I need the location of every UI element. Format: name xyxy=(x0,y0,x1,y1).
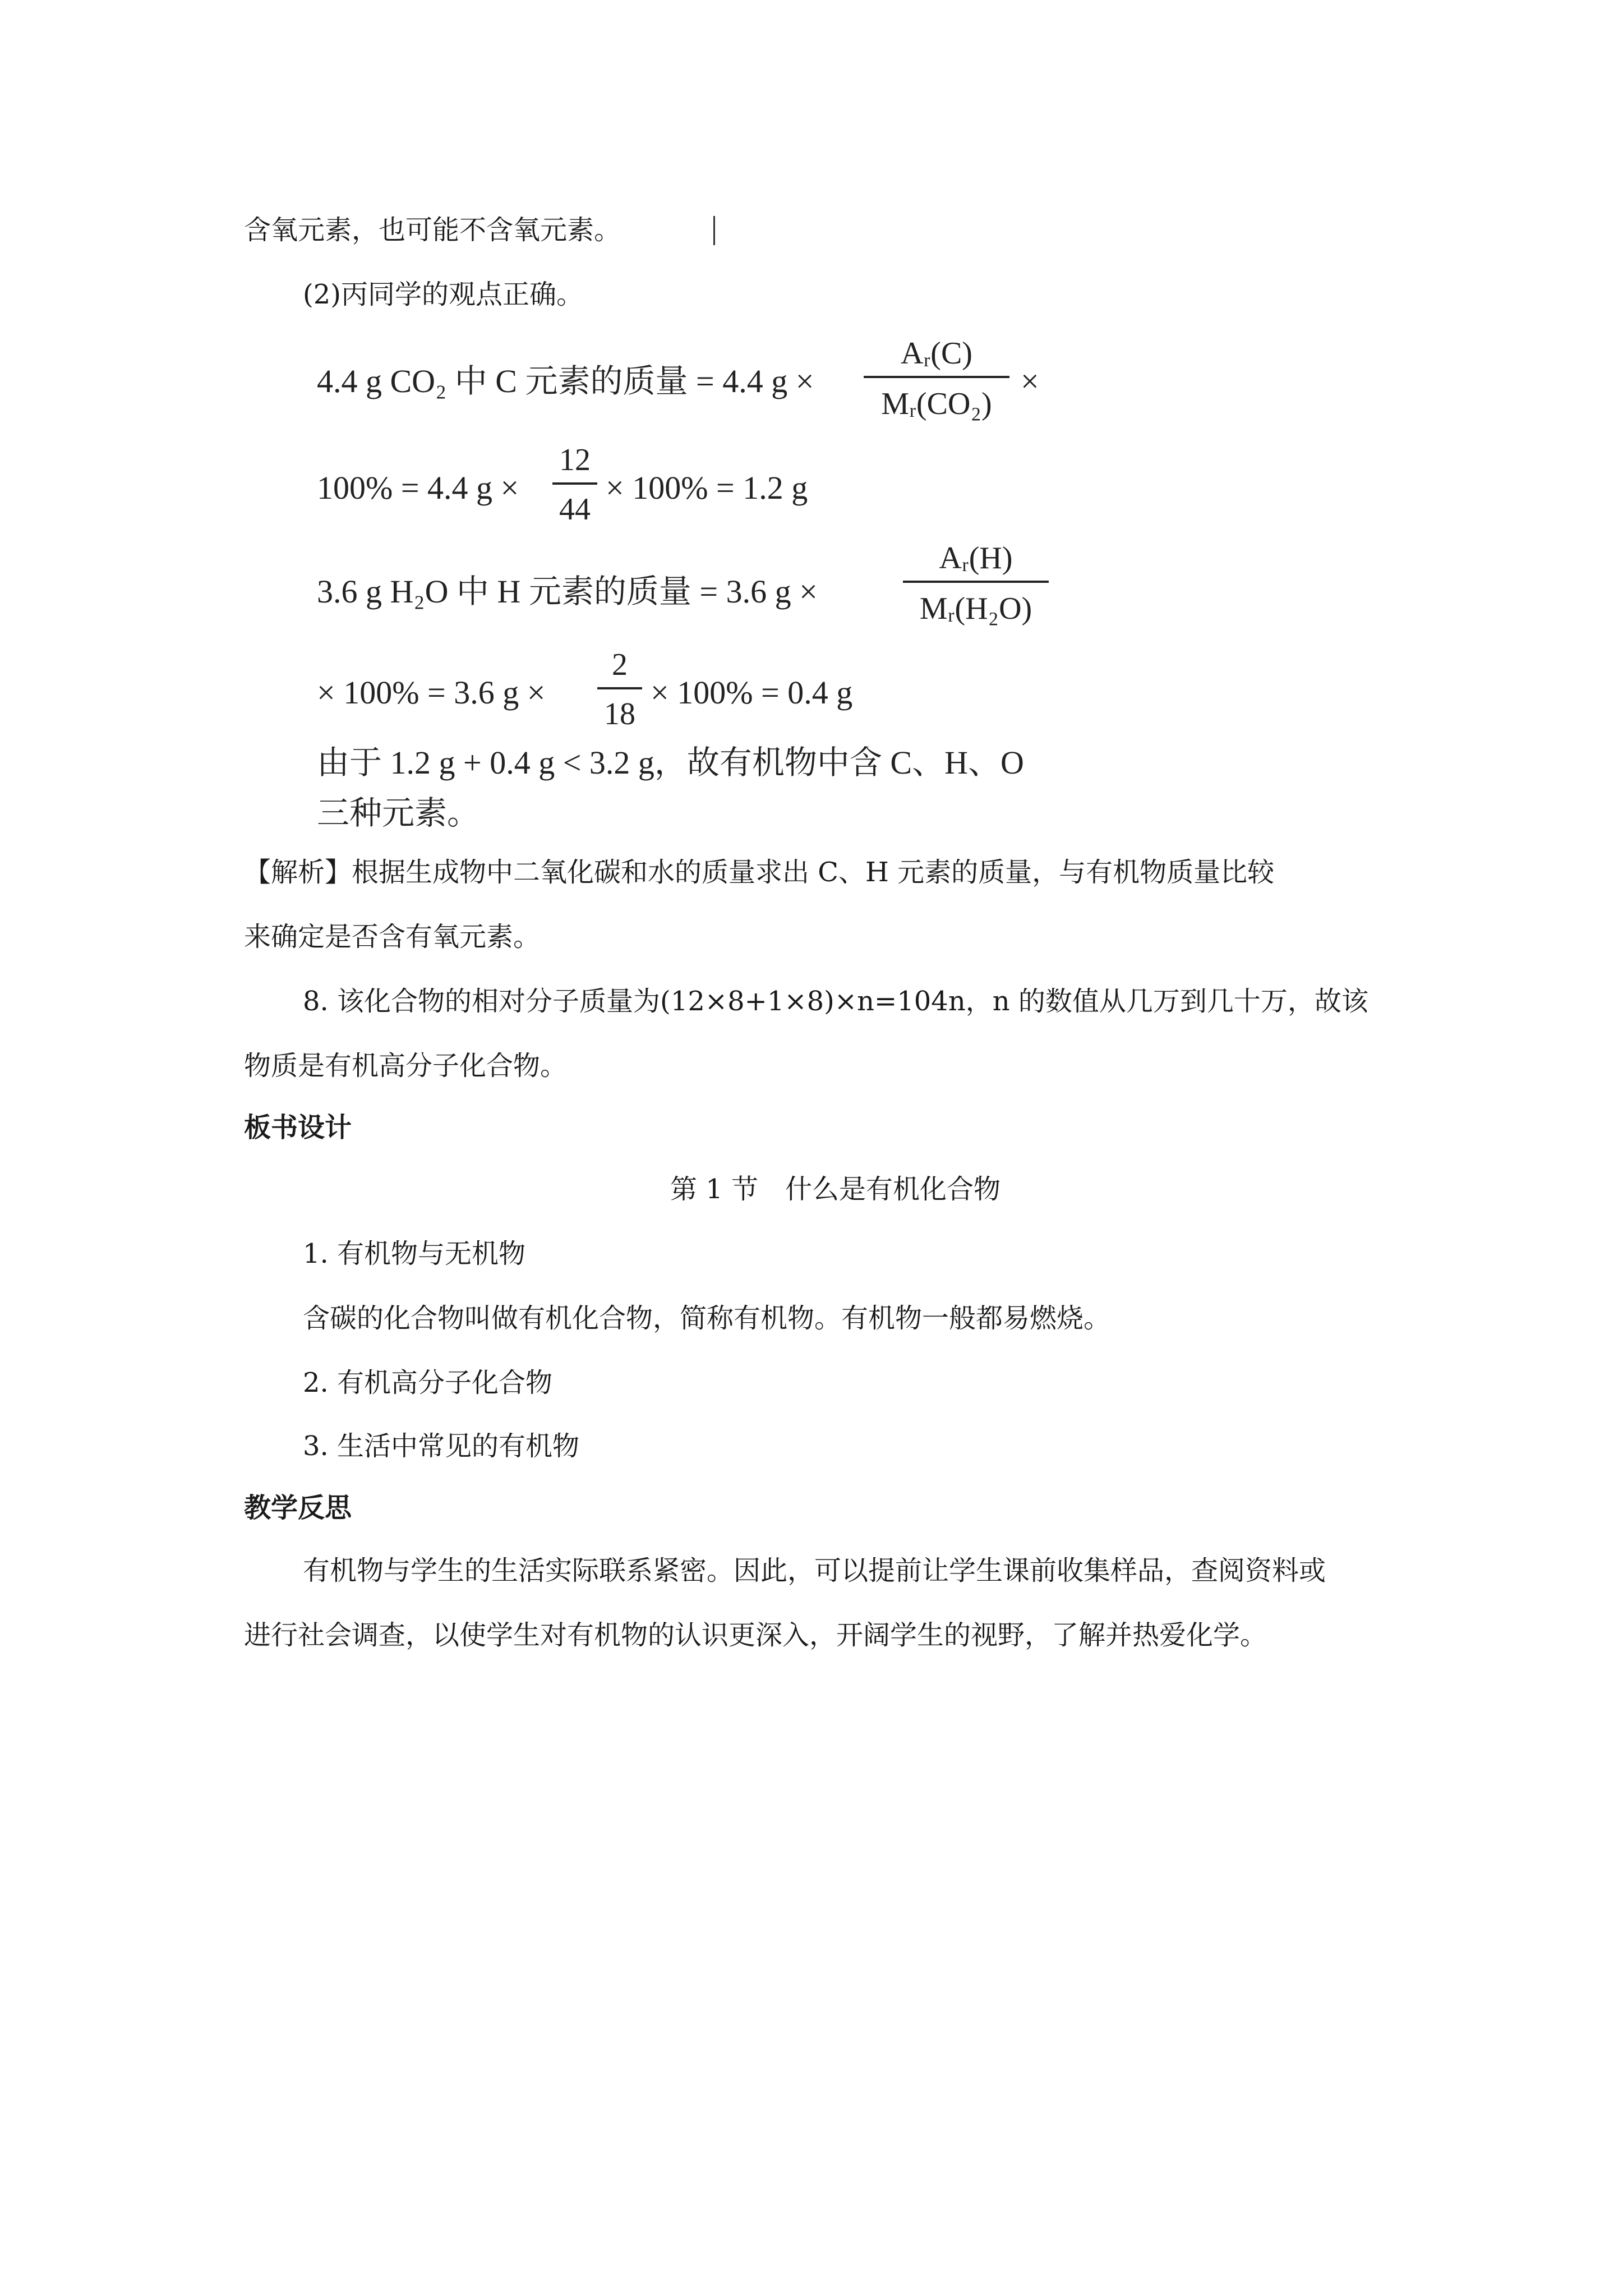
formula-c-mass-result: 100% = 4.4 g × xyxy=(317,470,519,506)
fraction-bar xyxy=(552,482,597,485)
fraction-numerator: 2 xyxy=(612,647,628,682)
paragraph-line: 含氧元素，也可能不含氧元素。 xyxy=(244,214,621,246)
fraction-denominator: Mᵣ(H₂O) xyxy=(919,591,1032,626)
board-title: 第 1 节 什么是有机化合物 xyxy=(670,1174,1001,1205)
board-item: 3. 生活中常见的有机物 xyxy=(303,1430,580,1462)
fraction-numerator: Aᵣ(C) xyxy=(901,336,972,371)
fraction-bar xyxy=(903,581,1049,583)
fraction-denominator: 44 xyxy=(559,492,591,527)
analysis-line: 来确定是否含有氧元素。 xyxy=(244,921,541,953)
fraction-bar xyxy=(864,376,1009,378)
formula-c-mass-lead: 4.4 g CO₂ 中 C 元素的质量 = 4.4 g × xyxy=(317,363,814,399)
formula-h-mass-result: × 100% = 3.6 g × xyxy=(317,674,546,711)
fraction-bar xyxy=(597,687,642,689)
fraction-numerator: 12 xyxy=(559,443,591,477)
formula-conclusion: 由于 1.2 g + 0.4 g < 3.2 g，故有机物中含 C、H、O xyxy=(317,744,1024,781)
fraction-numerator: Aᵣ(H) xyxy=(939,541,1013,576)
paragraph-line: (2)丙同学的观点正确。 xyxy=(303,279,583,310)
answer-8-line: 物质是有机高分子化合物。 xyxy=(244,1050,568,1082)
reflection-line: 有机物与学生的生活实际联系紧密。因此，可以提前让学生课前收集样品，查阅资料或 xyxy=(303,1555,1326,1586)
formula-tail: × 100% = 0.4 g xyxy=(651,674,853,711)
section-heading: 板书设计 xyxy=(244,1112,352,1143)
fraction-denominator: Mᵣ(CO₂) xyxy=(881,386,992,421)
fraction-denominator: 18 xyxy=(604,697,635,731)
board-item: 2. 有机高分子化合物 xyxy=(303,1367,553,1398)
board-item: 1. 有机物与无机物 xyxy=(303,1238,526,1269)
formula-h-mass-lead: 3.6 g H₂O 中 H 元素的质量 = 3.6 g × xyxy=(317,573,818,610)
section-heading: 教学反思 xyxy=(244,1492,352,1524)
reflection-line: 进行社会调查，以使学生对有机物的认识更深入，开阔学生的视野，了解并热爱化学。 xyxy=(244,1619,1267,1651)
formula-tail: × 100% = 1.2 g xyxy=(606,470,808,506)
formula-conclusion-cont: 三种元素。 xyxy=(317,795,480,831)
analysis-line: 【解析】根据生成物中二氧化碳和水的质量求出 C、H 元素的质量，与有机物质量比较 xyxy=(244,857,1275,888)
text-cursor xyxy=(713,216,715,245)
answer-8-line: 8. 该化合物的相对分子质量为(12×8+1×8)×n=104n，n 的数值从几万到几十万，故该 xyxy=(303,986,1368,1017)
formula-tail: × xyxy=(1021,363,1039,399)
board-item-detail: 含碳的化合物叫做有机化合物，简称有机物。有机物一般都易燃烧。 xyxy=(303,1303,1111,1334)
